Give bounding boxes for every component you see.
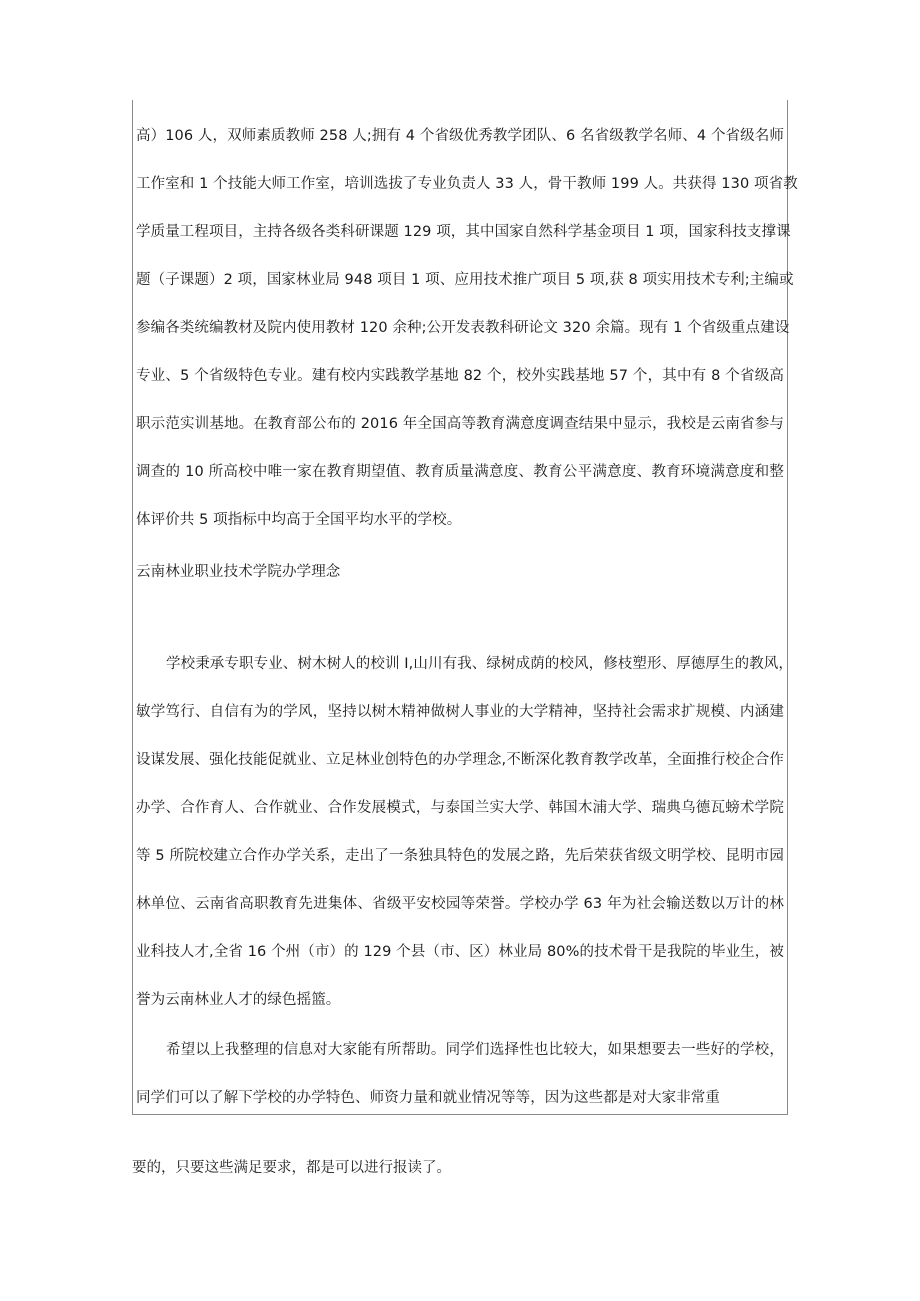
paragraph-line: 誉为云南林业人才的绿色摇篮。 xyxy=(136,992,341,1008)
paragraph-line: 工作室和 1 个技能大师工作室，培训选拔了专业负责人 33 人，骨干教师 199 人。共获得 130 项省教 xyxy=(136,176,798,192)
paragraph-line: 高）106 人，双师素质教师 258 人;拥有 4 个省级优秀教学团队、6 名省级教学名师、4 个省级名师 xyxy=(136,128,784,144)
paragraph-line: 专业、5 个省级特色专业。建有校内实践教学基地 82 个，校外实践基地 57 个，其中有 8 个省级高 xyxy=(136,368,784,384)
paragraph-line: 希望以上我整理的信息对大家能有所帮助。同学们选择性也比较大，如果想要去一些好的学校， xyxy=(166,1042,784,1058)
paragraph-line: 业科技人才,全省 16 个州（市）的 129 个县（市、区）林业局 80%的技术骨干是我院的毕业生，被 xyxy=(136,944,784,960)
paragraph-line: 林单位、云南省高职教育先进集体、省级平安校园等荣誉。学校办学 63 年为社会输送数以万计的林 xyxy=(136,896,784,912)
paragraph-line: 题（子课题）2 项，国家林业局 948 项目 1 项、应用技术推广项目 5 项,获 8 项实用技术专利;主编或 xyxy=(136,272,794,288)
paragraph-line: 参编各类统编教材及院内使用教材 120 余种;公开发表教科研论文 320 余篇。现有 1 个省级重点建设 xyxy=(136,320,790,336)
paragraph-line: 学质量工程项目，主持各级各类科研课题 129 项，其中国家自然科学基金项目 1 项，国家科技支撑课 xyxy=(136,224,791,240)
paragraph-line: 办学、合作育人、合作就业、合作发展模式，与泰国兰实大学、韩国木浦大学、瑞典乌德瓦螃术学院 xyxy=(136,800,784,816)
paragraph-line: 调查的 10 所高校中唯一家在教育期望值、教育质量满意度、教育公平满意度、教育环境满意度和整 xyxy=(136,464,784,480)
paragraph-line: 等 5 所院校建立合作办学关系，走出了一条独具特色的发展之路，先后荣获省级文明学校、昆明市园 xyxy=(136,848,784,864)
paragraph-line: 同学们可以了解下学校的办学特色、师资力量和就业情况等等，因为这些都是对大家非常重 xyxy=(136,1090,720,1106)
paragraph-line: 学校秉承专职专业、树木树人的校训 I,山川有我、绿树成荫的校风，修枝塑形、厚德厚生的教风， xyxy=(166,656,793,672)
paragraph-line: 体评价共 5 项指标中均高于全国平均水平的学校。 xyxy=(136,512,462,528)
paragraph-line: 设谋发展、强化技能促就业、立足林业创特色的办学理念,不断深化教育教学改革，全面推行校企合作 xyxy=(136,752,784,768)
document-frame xyxy=(132,100,798,1115)
section-title: 云南林业职业技术学院办学理念 xyxy=(136,564,341,580)
paragraph-line: 敏学笃行、自信有为的学风，坚持以树木精神做树人事业的大学精神，坚持社会需求扩规模、内涵建 xyxy=(136,704,784,720)
trailing-text: 要的，只要这些满足要求，都是可以进行报读了。 xyxy=(132,1160,451,1176)
paragraph-line: 职示范实训基地。在教育部公布的 2016 年全国高等教育满意度调查结果中显示，我校是云南省参与 xyxy=(136,416,784,432)
